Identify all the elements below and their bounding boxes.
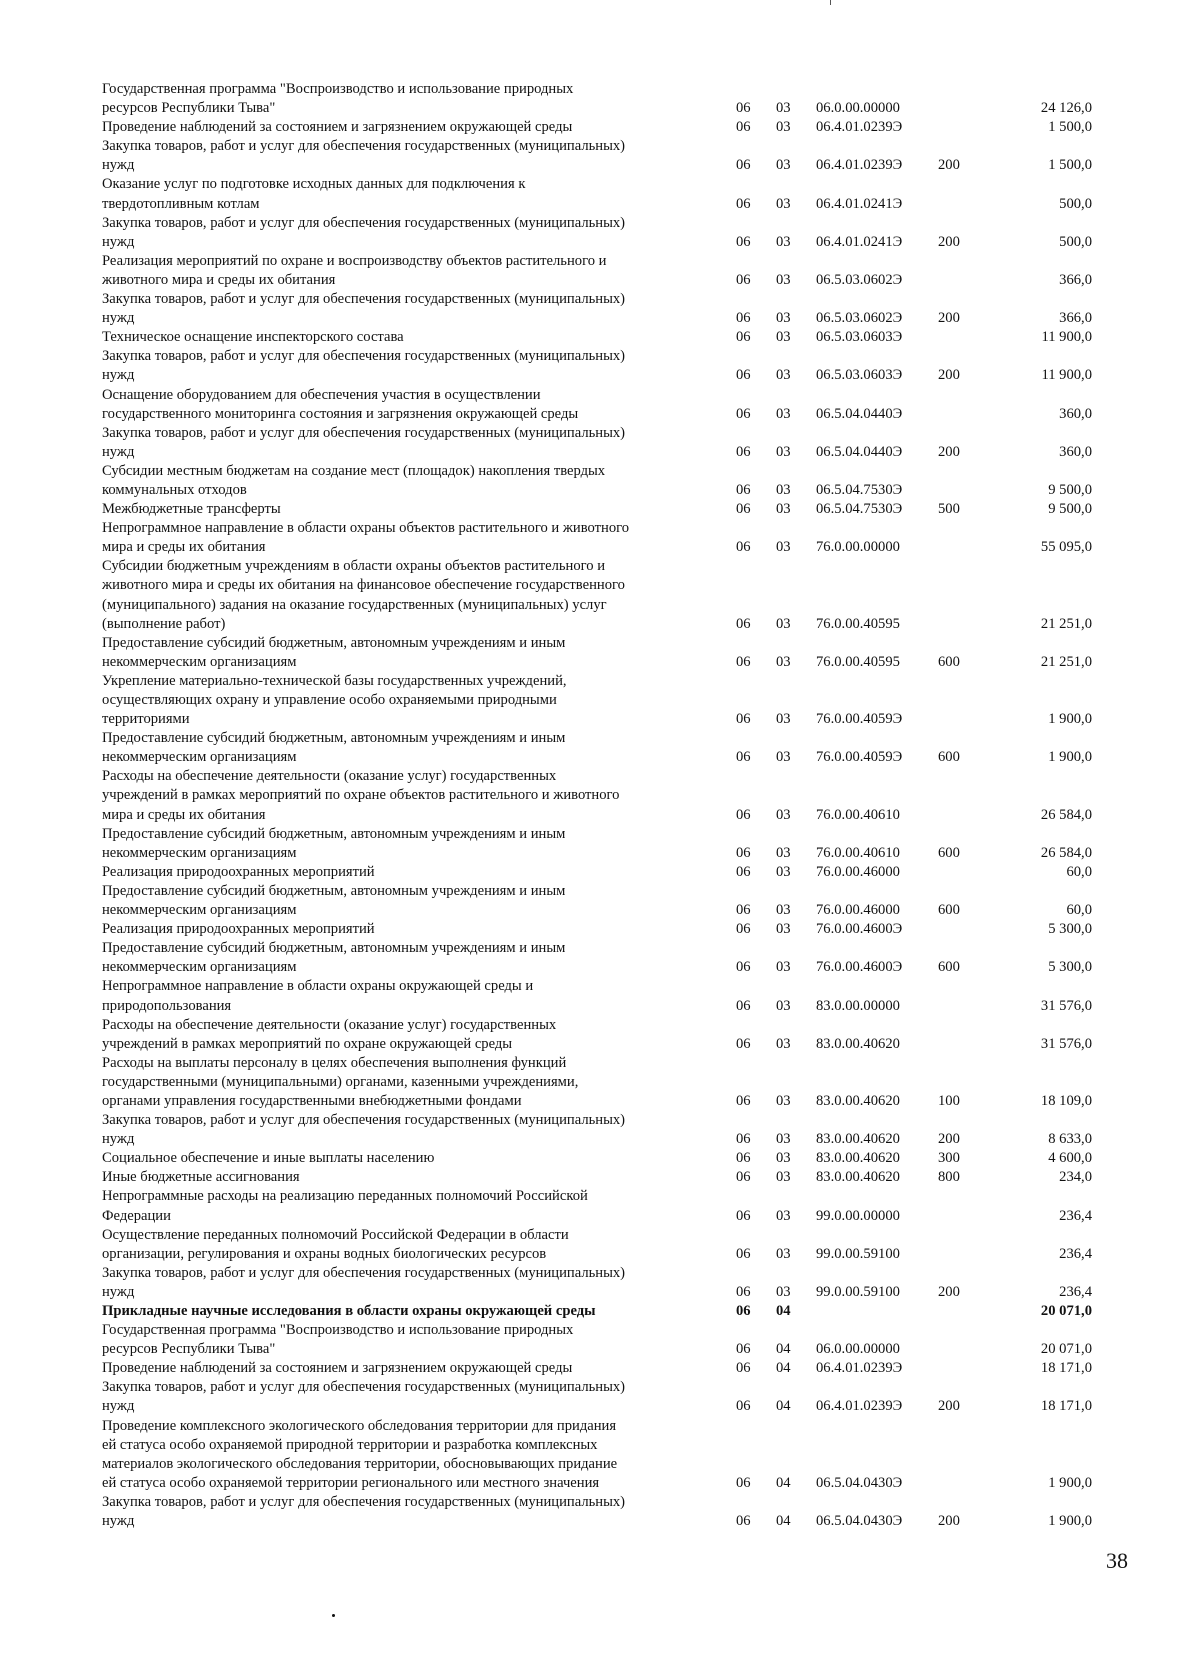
target-article-code: 06.5.04.7530Э	[816, 501, 903, 518]
table-row	[102, 767, 1102, 824]
item-name: Проведение наблюдений за состоянием и загрязнением окружающей среды	[102, 1360, 573, 1377]
target-article-code: 06.4.01.0239Э	[816, 1398, 903, 1415]
target-article-code: 76.0.00.4059Э	[816, 711, 903, 728]
target-article-code: 83.0.00.40620	[816, 1150, 900, 1167]
table-row	[102, 863, 1102, 882]
expense-type-code: 500	[938, 501, 960, 518]
item-name: Закупка товаров, работ и услуг для обеспечения государственных (муниципальных) нужд	[102, 424, 626, 460]
item-name: Субсидии бюджетным учреждениям в области охраны объектов растительного и животного мира и среды их обитания на финансовое обеспечение государственного (муниципального) задания на оказание государственных (муниципальных) услуг (выполнение работ)	[102, 558, 625, 632]
subsection-code: 03	[776, 233, 791, 250]
item-name: Оказание услуг по подготовке исходных данных для подключения к твердотопливным котлам	[102, 176, 526, 212]
expense-type-code: 600	[938, 844, 960, 861]
subsection-code: 03	[776, 481, 791, 498]
subsection-code: 03	[776, 367, 791, 384]
amount: 500,0	[1059, 233, 1092, 250]
item-name: Закупка товаров, работ и услуг для обеспечения государственных (муниципальных) нужд	[102, 138, 626, 174]
target-article-code: 99.0.00.00000	[816, 1207, 900, 1224]
item-name: Реализация природоохранных мероприятий	[102, 921, 375, 938]
expense-type-code: 600	[938, 902, 960, 919]
table-row	[102, 1187, 1102, 1225]
expense-type-code: 200	[938, 1398, 960, 1415]
table-row	[102, 1378, 1102, 1416]
target-article-code: 83.0.00.40620	[816, 1092, 900, 1109]
table-row	[102, 347, 1102, 385]
section-code: 06	[736, 1398, 751, 1415]
target-article-code: 76.0.00.46000	[816, 902, 900, 919]
section-code: 06	[736, 806, 751, 823]
section-code: 06	[736, 902, 751, 919]
subsection-code: 03	[776, 539, 791, 556]
subsection-code: 03	[776, 157, 791, 174]
amount: 31 576,0	[1040, 997, 1092, 1014]
section-code: 06	[736, 653, 751, 670]
item-name: Проведение комплексного экологического обследования территории для придания ей статуса особо охраняемой природной территории и разработка комплексных материалов экологического обследования территории, обосновывающих придание ей статуса особо охраняемой территории регионального или местного значения	[102, 1417, 618, 1491]
subsection-code: 03	[776, 749, 791, 766]
subsection-code: 03	[776, 1169, 791, 1186]
target-article-code: 06.5.03.0602Э	[816, 271, 903, 288]
item-name: Социальное обеспечение и иные выплаты населению	[102, 1150, 435, 1167]
amount: 1 900,0	[1048, 1474, 1092, 1491]
section-heading-row	[102, 1302, 1102, 1321]
subsection-code: 04	[776, 1360, 791, 1377]
subsection-code: 03	[776, 902, 791, 919]
item-name: Проведение наблюдений за состоянием и загрязнением окружающей среды	[102, 119, 573, 136]
target-article-code: 76.0.00.00000	[816, 539, 900, 556]
target-article-code: 06.4.01.0241Э	[816, 195, 903, 212]
subsection-code: 03	[776, 443, 791, 460]
subsection-code: 03	[776, 959, 791, 976]
amount: 21 251,0	[1040, 615, 1092, 632]
budget-table	[102, 80, 1102, 1531]
section-code: 06	[736, 863, 751, 880]
item-name: Оснащение оборудованием для обеспечения участия в осуществлении государственного мониторинга состояния и загрязнения окружающей среды	[102, 386, 579, 422]
table-row	[102, 1493, 1102, 1531]
subsection-code: 04	[776, 1474, 791, 1491]
section-code: 06	[736, 1207, 751, 1224]
amount: 500,0	[1059, 195, 1092, 212]
section-code: 06	[736, 271, 751, 288]
target-article-code: 76.0.00.4600Э	[816, 959, 903, 976]
page-number: 38	[1106, 1548, 1128, 1573]
table-row	[102, 424, 1102, 462]
table-row	[102, 1321, 1102, 1359]
section-code: 06	[736, 1303, 751, 1319]
amount: 26 584,0	[1040, 806, 1092, 823]
table-row	[102, 519, 1102, 557]
amount: 1 500,0	[1048, 119, 1092, 136]
section-code: 06	[736, 1150, 751, 1167]
table-row	[102, 118, 1102, 137]
target-article-code: 06.5.04.0430Э	[816, 1474, 903, 1491]
table-row	[102, 214, 1102, 252]
section-code: 06	[736, 157, 751, 174]
table-row	[102, 1417, 1102, 1493]
subsection-code: 03	[776, 997, 791, 1014]
target-article-code: 06.5.03.0602Э	[816, 310, 903, 327]
amount: 55 095,0	[1040, 539, 1092, 556]
amount: 21 251,0	[1040, 653, 1092, 670]
expense-type-code: 200	[938, 1283, 960, 1300]
item-name: Осуществление переданных полномочий Российской Федерации в области организации, регулирования и охраны водных биологических ресурсов	[102, 1226, 569, 1262]
expense-type-code: 200	[938, 1513, 960, 1530]
amount: 360,0	[1059, 443, 1092, 460]
target-article-code: 83.0.00.40620	[816, 1035, 900, 1052]
amount: 1 900,0	[1048, 711, 1092, 728]
subsection-code: 03	[776, 1245, 791, 1262]
section-code: 06	[736, 481, 751, 498]
amount: 20 071,0	[1040, 1303, 1092, 1319]
subsection-code: 03	[776, 405, 791, 422]
subsection-code: 03	[776, 653, 791, 670]
section-code: 06	[736, 1035, 751, 1052]
amount: 366,0	[1059, 271, 1092, 288]
item-name: Предоставление субсидий бюджетным, автономным учреждениям и иным некоммерческим организациям	[102, 634, 566, 670]
item-name: Расходы на обеспечение деятельности (оказание услуг) государственных учреждений в рамках мероприятий по охране объектов растительного и животного мира и среды их обитания	[102, 768, 620, 823]
amount: 360,0	[1059, 405, 1092, 422]
amount: 236,4	[1059, 1283, 1092, 1300]
subsection-code: 03	[776, 100, 791, 117]
item-name: Закупка товаров, работ и услуг для обеспечения государственных (муниципальных) нужд	[102, 214, 626, 250]
item-name: Закупка товаров, работ и услуг для обеспечения государственных (муниципальных) нужд	[102, 1264, 626, 1300]
subsection-code: 03	[776, 806, 791, 823]
section-code: 06	[736, 1474, 751, 1491]
table-row	[102, 1111, 1102, 1149]
table-row	[102, 175, 1102, 213]
scan-mark	[830, 0, 831, 5]
table-row	[102, 557, 1102, 633]
expense-type-code: 200	[938, 367, 960, 384]
item-name: Закупка товаров, работ и услуг для обеспечения государственных (муниципальных) нужд	[102, 1493, 626, 1530]
subsection-code: 04	[776, 1303, 791, 1319]
amount: 26 584,0	[1040, 844, 1092, 861]
amount: 20 071,0	[1040, 1341, 1092, 1358]
subsection-code: 03	[776, 329, 791, 346]
amount: 18 171,0	[1040, 1398, 1092, 1415]
table-row	[102, 939, 1102, 977]
target-article-code: 76.0.00.40595	[816, 653, 900, 670]
amount: 60,0	[1066, 863, 1092, 880]
amount: 31 576,0	[1040, 1035, 1092, 1052]
item-name: Непрограммное направление в области охраны окружающей среды и природопользования	[102, 978, 534, 1014]
target-article-code: 99.0.00.59100	[816, 1245, 900, 1262]
amount: 9 500,0	[1048, 481, 1092, 498]
item-name: Государственная программа "Воспроизводство и использование природных ресурсов Республики Тыва"	[102, 1322, 574, 1358]
expense-type-code: 200	[938, 310, 960, 327]
amount: 9 500,0	[1048, 501, 1092, 518]
section-code: 06	[736, 1092, 751, 1109]
section-code: 06	[736, 1169, 751, 1186]
item-name: Государственная программа "Воспроизводство и использование природных ресурсов Республики Тыва"	[102, 81, 574, 117]
subsection-code: 03	[776, 501, 791, 518]
table-row	[102, 1149, 1102, 1168]
section-code: 06	[736, 749, 751, 766]
item-name: Закупка товаров, работ и услуг для обеспечения государственных (муниципальных) нужд	[102, 1112, 626, 1148]
amount: 5 300,0	[1048, 959, 1092, 976]
scan-speck	[332, 1614, 335, 1617]
item-name: Иные бюджетные ассигнования	[102, 1169, 300, 1186]
target-article-code: 06.5.04.0430Э	[816, 1513, 903, 1530]
subsection-code: 03	[776, 921, 791, 938]
section-code: 06	[736, 921, 751, 938]
amount: 4 600,0	[1048, 1150, 1092, 1167]
section-code: 06	[736, 997, 751, 1014]
section-code: 06	[736, 310, 751, 327]
subsection-code: 03	[776, 615, 791, 632]
table-row	[102, 1359, 1102, 1378]
subsection-code: 03	[776, 1150, 791, 1167]
table-row	[102, 825, 1102, 863]
table-row	[102, 252, 1102, 290]
item-name: Реализация природоохранных мероприятий	[102, 863, 375, 880]
item-name: Предоставление субсидий бюджетным, автономным учреждениям и иным некоммерческим организациям	[102, 825, 566, 861]
target-article-code: 76.0.00.46000	[816, 863, 900, 880]
subsection-code: 03	[776, 711, 791, 728]
section-code: 06	[736, 1283, 751, 1300]
amount: 60,0	[1066, 902, 1092, 919]
amount: 24 126,0	[1040, 100, 1092, 117]
table-row	[102, 137, 1102, 175]
section-code: 06	[736, 711, 751, 728]
amount: 11 900,0	[1041, 367, 1092, 384]
section-code: 06	[736, 443, 751, 460]
target-article-code: 06.5.03.0603Э	[816, 329, 903, 346]
item-name: Закупка товаров, работ и услуг для обеспечения государственных (муниципальных) нужд	[102, 1379, 626, 1415]
table-row	[102, 462, 1102, 500]
item-name: Прикладные научные исследования в области охраны окружающей среды	[102, 1303, 596, 1319]
item-name: Предоставление субсидий бюджетным, автономным учреждениям и иным некоммерческим организациям	[102, 882, 566, 919]
item-name: Закупка товаров, работ и услуг для обеспечения государственных (муниципальных) нужд	[102, 348, 626, 384]
item-name: Непрограммные расходы на реализацию переданных полномочий Российской Федерации	[102, 1188, 588, 1224]
table-row	[102, 500, 1102, 519]
target-article-code: 76.0.00.4059Э	[816, 749, 903, 766]
target-article-code: 06.5.04.7530Э	[816, 481, 903, 498]
target-article-code: 06.4.01.0239Э	[816, 1360, 903, 1377]
item-name: Предоставление субсидий бюджетным, автономным учреждениям и иным некоммерческим организациям	[102, 730, 566, 766]
section-code: 06	[736, 1360, 751, 1377]
item-name: Реализация мероприятий по охране и воспроизводству объектов растительного и животного мира и среды их обитания	[102, 252, 607, 288]
amount: 11 900,0	[1041, 329, 1092, 346]
section-code: 06	[736, 1341, 751, 1358]
subsection-code: 04	[776, 1341, 791, 1358]
item-name: Укрепление материально-технической базы государственных учреждений, осуществляющих охрану и управление особо охраняемыми природными территориями	[102, 672, 567, 728]
amount: 236,4	[1059, 1207, 1092, 1224]
section-code: 06	[736, 1131, 751, 1148]
item-name: Предоставление субсидий бюджетным, автономным учреждениям и иным некоммерческим организациям	[102, 940, 566, 976]
section-code: 06	[736, 119, 751, 136]
subsection-code: 03	[776, 1035, 791, 1052]
subsection-code: 03	[776, 310, 791, 327]
expense-type-code: 600	[938, 749, 960, 766]
target-article-code: 76.0.00.40610	[816, 844, 900, 861]
subsection-code: 03	[776, 271, 791, 288]
target-article-code: 06.4.01.0239Э	[816, 157, 903, 174]
subsection-code: 03	[776, 844, 791, 861]
item-name: Субсидии местным бюджетам на создание мест (площадок) накопления твердых коммунальных отходов	[102, 462, 606, 498]
amount: 366,0	[1059, 310, 1092, 327]
item-name: Техническое оснащение инспекторского состава	[102, 329, 404, 346]
subsection-code: 03	[776, 1283, 791, 1300]
expense-type-code: 200	[938, 443, 960, 460]
item-name: Межбюджетные трансферты	[102, 501, 281, 518]
target-article-code: 83.0.00.40620	[816, 1169, 900, 1186]
item-name: Непрограммное направление в области охраны объектов растительного и животного мира и среды их обитания	[102, 520, 630, 556]
target-article-code: 83.0.00.40620	[816, 1131, 900, 1148]
table-row	[102, 80, 1102, 118]
target-article-code: 06.4.01.0239Э	[816, 119, 903, 136]
amount: 18 171,0	[1040, 1360, 1092, 1377]
section-code: 06	[736, 1513, 751, 1530]
target-article-code: 76.0.00.4600Э	[816, 921, 903, 938]
amount: 8 633,0	[1048, 1131, 1092, 1148]
section-code: 06	[736, 1245, 751, 1262]
subsection-code: 03	[776, 1207, 791, 1224]
amount: 234,0	[1059, 1169, 1092, 1186]
table-row	[102, 920, 1102, 939]
item-name: Расходы на выплаты персоналу в целях обеспечения выполнения функций государственными (муниципальными) органами, казенными учреждениями, органами управления государственными внебюджетными фондами	[102, 1054, 579, 1109]
section-code: 06	[736, 329, 751, 346]
target-article-code: 06.5.04.0440Э	[816, 405, 903, 422]
item-name: Расходы на обеспечение деятельности (оказание услуг) государственных учреждений в рамках мероприятий по охране окружающей среды	[102, 1016, 557, 1052]
table-row	[102, 977, 1102, 1015]
target-article-code: 83.0.00.00000	[816, 997, 900, 1014]
expense-type-code: 600	[938, 653, 960, 670]
subsection-code: 03	[776, 119, 791, 136]
table-row	[102, 386, 1102, 424]
item-name: Закупка товаров, работ и услуг для обеспечения государственных (муниципальных) нужд	[102, 291, 626, 327]
expense-type-code: 200	[938, 157, 960, 174]
table-row	[102, 1168, 1102, 1187]
amount: 1 900,0	[1048, 1513, 1092, 1530]
table-row	[102, 672, 1102, 729]
section-code: 06	[736, 959, 751, 976]
table-row	[102, 1264, 1102, 1302]
target-article-code: 76.0.00.40595	[816, 615, 900, 632]
target-article-code: 76.0.00.40610	[816, 806, 900, 823]
section-code: 06	[736, 100, 751, 117]
expense-type-code: 100	[938, 1092, 960, 1109]
target-article-code: 06.5.03.0603Э	[816, 367, 903, 384]
target-article-code: 06.0.00.00000	[816, 1341, 900, 1358]
subsection-code: 04	[776, 1513, 791, 1530]
section-code: 06	[736, 539, 751, 556]
amount: 1 900,0	[1048, 749, 1092, 766]
target-article-code: 06.4.01.0241Э	[816, 233, 903, 250]
table-row	[102, 290, 1102, 328]
target-article-code: 99.0.00.59100	[816, 1283, 900, 1300]
section-code: 06	[736, 367, 751, 384]
subsection-code: 03	[776, 863, 791, 880]
section-code: 06	[736, 233, 751, 250]
expense-type-code: 200	[938, 233, 960, 250]
table-row	[102, 729, 1102, 767]
amount: 1 500,0	[1048, 157, 1092, 174]
section-code: 06	[736, 844, 751, 861]
table-row	[102, 882, 1102, 920]
section-code: 06	[736, 405, 751, 422]
subsection-code: 04	[776, 1398, 791, 1415]
subsection-code: 03	[776, 1131, 791, 1148]
expense-type-code: 800	[938, 1169, 960, 1186]
amount: 236,4	[1059, 1245, 1092, 1262]
subsection-code: 03	[776, 195, 791, 212]
amount: 5 300,0	[1048, 921, 1092, 938]
amount: 18 109,0	[1040, 1092, 1092, 1109]
section-code: 06	[736, 501, 751, 518]
table-row	[102, 1054, 1102, 1111]
table-row	[102, 1226, 1102, 1264]
target-article-code: 06.0.00.00000	[816, 100, 900, 117]
target-article-code: 06.5.04.0440Э	[816, 443, 903, 460]
section-code: 06	[736, 195, 751, 212]
table-row	[102, 1016, 1102, 1054]
expense-type-code: 200	[938, 1131, 960, 1148]
table-row	[102, 328, 1102, 347]
subsection-code: 03	[776, 1092, 791, 1109]
expense-type-code: 300	[938, 1150, 960, 1167]
table-row	[102, 634, 1102, 672]
expense-type-code: 600	[938, 959, 960, 976]
section-code: 06	[736, 615, 751, 632]
